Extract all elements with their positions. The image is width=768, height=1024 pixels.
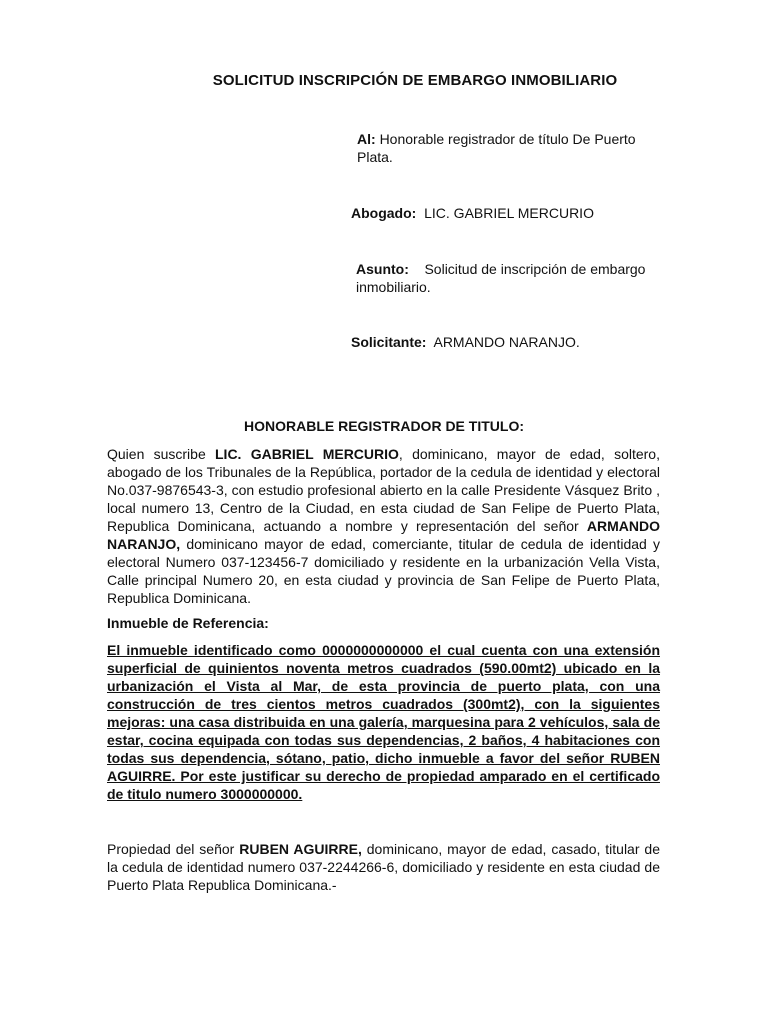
al-label: Al: [357,131,376,147]
intro-text-1: Quien suscribe [107,446,215,462]
asunto-value: Solicitud de inscripción de embargo inmobiliario. [356,261,646,295]
intro-paragraph [107,445,660,607]
abogado-value: LIC. GABRIEL MERCURIO [424,205,594,221]
client-name: ARMANDO NARANJO, [107,518,660,552]
section-heading: HONORABLE REGISTRADOR DE TITULO: [244,418,524,434]
field-al [357,130,657,166]
solicitante-value: ARMANDO NARANJO. [433,334,580,350]
property-paragraph: El inmueble identificado como 0000000000000 el cual cuenta con una extensión superficial de quinientos noventa metros cuadrados (590.00mt2) ubicado en la urbanización el Vista al Mar, de esta provincia de puerto plata, con una construcción de tres cientos metros cuadrados (300mt2), con la siguientes mejoras: una casa distribuida en una galería, marquesina para 2 vehículos, sala de estar, cocina equipada con todas sus dependencias, 2 baños, 4 habitaciones con todas sus dependencia, sótano, patio, dicho inmueble a favor del señor RUBEN AGUIRRE. Por este justificar su derecho de propiedad amparado en el certificado de titulo numero 3000000000. [107,642,660,802]
solicitante-label: Solicitante: [351,334,427,350]
lawyer-name: LIC. GABRIEL MERCURIO [215,446,399,462]
intro-text-3: dominicano mayor de edad, comerciante, titular de cedula de identidad y electoral Numero 037-123456-7 domiciliado y residente en la urbanización Vella Vista, Calle principal Numero 20, en esta ciudad y provincia de San Felipe de Puerto Plata, Republica Dominicana. [107,536,660,606]
document-title: SOLICITUD INSCRIPCIÓN DE EMBARGO INMOBILIARIO [212,72,618,89]
owner-text-1: Propiedad del señor [107,841,240,857]
owner-name: RUBEN AGUIRRE, [239,841,362,857]
owner-paragraph [107,840,660,894]
field-asunto [356,260,656,296]
field-solicitante [351,333,681,351]
owner-text-2: dominicano, mayor de edad, casado, titular de la cedula de identidad numero 037-2244266-6, domiciliado y residente en esta ciudad de Puerto Plata Republica Dominicana.- [107,841,660,893]
reference-heading: Inmueble de Referencia: [107,615,269,631]
field-abogado [351,204,681,222]
asunto-label: Asunto: [356,261,409,277]
abogado-label: Abogado: [351,205,417,221]
intro-text-2: , dominicano, mayor de edad, soltero, abogado de los Tribunales de la República, portador de la cedula de identidad y electoral No.037-9876543-3, con estudio profesional abierto en la calle Presidente Vásquez Brito , local numero 13, Centro de la Ciudad, en esta ciudad de San Felipe de Puerto Plata, Republica Dominicana, actuando a nombre y representación del señor [107,446,660,534]
al-value: Honorable registrador de título De Puerto Plata. [357,131,636,165]
